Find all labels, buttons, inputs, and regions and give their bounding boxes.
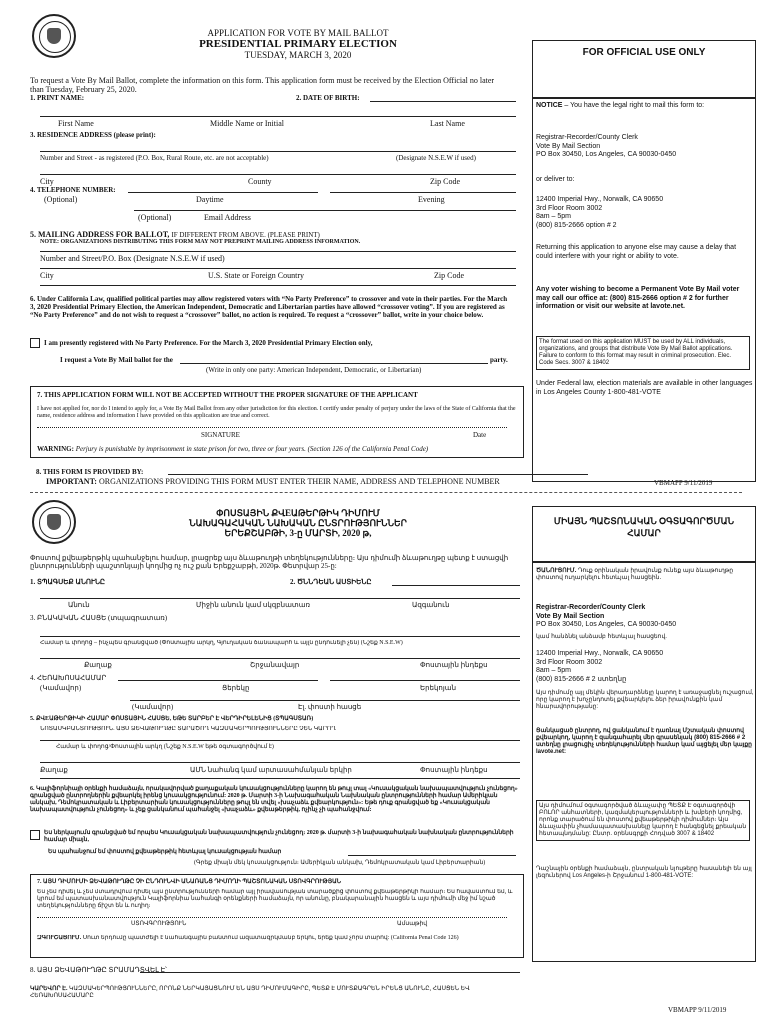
important-text: ORGANIZATIONS PROVIDING THIS FORM MUST ENTER THEIR NAME, ADDRESS AND TELEPHONE NUMBER (98, 477, 500, 486)
provider-field[interactable] (168, 474, 588, 475)
q5-heading (30, 230, 320, 239)
mail-city-field-hy[interactable] (40, 762, 520, 763)
q5-note: NOTE: ORGANIZATIONS DISTRIBUTING THIS FORM MAY NOT PREPRINT MAILING ADDRESS INFORMATION. (40, 239, 361, 245)
optional-label-hy: (Կամավոր) (40, 684, 82, 692)
date-label: Date (473, 431, 487, 439)
q7-title-hy: 7. ԱՅՍ ԴԻՄՈՒՄԻ ՁԵՎԱԹՈՒՂԹԸ ՉԻ ԸՆԴՈՒՆՎԻ ԱՆԱՌԱՆՑ ԴԻՄՈՂԻ ՊԱՇՏՈՆԱԿԱՆ ՍՏՈՎԳՐՈՒԹՅԱՆ (37, 879, 342, 885)
mail-address-block-hy (536, 604, 754, 630)
q7-box (30, 386, 524, 458)
form-header-hy (130, 508, 466, 538)
npp-text: I am presently registered with No Party Preference. For the March 3, 2020 Presidential Primary Election only, (44, 339, 373, 347)
mail-street-label: Number and Street/P.O. Box (Designate N.S.E.W if used) (40, 254, 225, 263)
form-header (150, 28, 446, 60)
deliver-label: or deliver to: (536, 176, 575, 183)
optional-label: (Optional) (44, 195, 78, 204)
email-label: Email Address (204, 213, 251, 222)
deliver-address-block (536, 196, 754, 230)
deliver-line-1: 12400 Imperial Hwy., Norwalk, CA 90650 (536, 196, 664, 203)
npp-checkbox[interactable] (30, 338, 40, 348)
mail-state-label: U.S. State or Foreign Country (208, 271, 304, 280)
address-line-1-hy: Registrar-Recorder/County Clerk (536, 604, 646, 611)
party-hint-hy: (Գրեք միայն մեկ կուսակցություն։ Ամերիկյան անկախ, Դեմոկրատական կամ Լիբերտարիան) (194, 860, 486, 866)
q4-label: 4. TELEPHONE NUMBER: (30, 186, 116, 194)
returning-text-hy: Այս դիմումը այլ մեկին վերադարձնելը կարող է առաջացնել ուշացում, որը կարող է խոչընդոտել քվեարկելու ձեր իրավունքին կամ հնարավորությանը: (536, 690, 754, 710)
deliver-line-4-hy: (800) 815-2666 # 2 ստեղնը (536, 675, 627, 683)
election-name: PRESIDENTIAL PRIMARY ELECTION (199, 38, 397, 50)
date-label-hy: Ամսաթիվ (397, 921, 428, 927)
q8-label: 8. THIS FORM IS PROVIDED BY: (36, 468, 144, 476)
street-label: Number and Street - as registered (P.O. Box, Rural Route, etc. are not acceptable) (40, 154, 269, 162)
address-line-3: PO Box 30450, Los Angeles, CA 90030-0450 (536, 151, 677, 158)
official-use-box (532, 40, 756, 98)
important-note-hy (30, 986, 510, 1000)
warning (37, 445, 428, 453)
q5-label: 5. MAILING ADDRESS FOR BALLOT, (30, 230, 170, 239)
daytime-label-hy: Ցերեկը (222, 684, 250, 692)
q2-label: 2. DATE OF BIRTH: (296, 94, 360, 102)
email-label-hy: Էլ. փոստի հասցե (298, 703, 362, 711)
q8-label-hy: 8. ԱՅՍ ՁԵՎԱԹՈՒՂԹԸ ՏՐԱՄԱԴՏՎԵԼ Է՝ (30, 966, 167, 974)
form-id-hy: VBMAPP 9/11/2019 (668, 1006, 727, 1014)
city-label-hy: Քաղաք (84, 661, 112, 669)
mail-extra-line (40, 285, 516, 286)
mail-state-label-hy: ԱՄՆ նահանգ կամ արտասահմանյան երկիր (190, 766, 352, 774)
warning-hy (37, 935, 519, 955)
deliver-label-hy: կամ հանձնել անձամբ հետևյալ հասցեով. (536, 634, 667, 640)
evening-label: Evening (418, 195, 445, 204)
mail-address-block (536, 134, 754, 160)
q1-label-hy: 1. ՏՊԱԳՍԵՔ ԱՆՈՒՆԸ (30, 578, 106, 586)
address-line-2: Vote By Mail Section (536, 142, 601, 150)
dob-field-hy[interactable] (392, 585, 520, 586)
evening-label-hy: Երեկոյան (420, 684, 457, 692)
address-line-3-hy: PO Box 30450, Los Angeles, CA 90030-0450 (536, 621, 677, 628)
daytime-label: Daytime (196, 195, 224, 204)
mail-street-field-hy[interactable] (40, 740, 520, 741)
party-suffix: party. (490, 356, 508, 364)
zip-label: Zip Code (430, 177, 460, 186)
county-label-hy: Շրջանավայր (250, 661, 300, 669)
optional-email-label: (Optional) (138, 213, 172, 222)
street-field[interactable] (40, 151, 516, 152)
middle-name-label: Middle Name or Initial (210, 119, 284, 128)
official-use-box-hy (532, 506, 756, 562)
form-title: APPLICATION FOR VOTE BY MAIL BALLOT (207, 28, 389, 38)
permanent-text-hy: Ցանկացած ընտրող, ով ցանկանում է դառնալ Մշտական փոստով քվեարկող, կարող է զանգահարել մեր գրասենյակ (800) 815-2666 # 2 ստեղնը լրացուցիչ տեղեկությունների համար կամ այցելել մեր կայքը lavote.net: (536, 728, 752, 755)
warning-text-hy: Սուտ երդումը պատժելի է նահանգային բանտում ազատազրկմանբ երկու, երեք կամ չորս տարով: (California Penal Code 126) (82, 935, 459, 941)
form-id: VBMAPP 9/11/2019 (654, 479, 713, 487)
mail-zip-label-hy: Փոստային ինդեքս (420, 766, 488, 774)
signature-label: SIGNATURE (201, 431, 240, 439)
party-hint: (Write in only one party: American Independent, Democratic, or Libertarian) (206, 366, 422, 374)
county-label: County (248, 177, 272, 186)
deliver-line-2-hy: 3rd Floor Room 3002 (536, 658, 603, 666)
day-phone-field[interactable] (128, 192, 318, 193)
street-label-hy-text: Համար և փողոց – ինչպես գրանցված (Փոստային արկղ, Գյուղական ճանապարհ և այլն ընդունելի չեն) (40, 640, 360, 646)
returning-text: Returning this application to anyone else may cause a delay that could interfere with your right or ability to vote. (536, 244, 737, 260)
mail-zip-label: Zip Code (434, 271, 464, 280)
first-name-label-hy: Անուն (68, 601, 90, 609)
county-seal-icon (32, 14, 76, 58)
city-field-hy[interactable] (40, 658, 520, 659)
important-label-hy: ԿԱՐԵՎՈՐ Է. (30, 986, 68, 992)
deliver-line-2: 3rd Floor Room 3002 (536, 204, 603, 212)
nsew-label-hy: (Նշեք N.S.E.W) (360, 640, 403, 646)
mail-extra-line-hy (40, 778, 520, 779)
format-text: The format used on this application MUST be used by ALL individuals, organizations, and groups that distribute Vote By Mail Ballot applications. Failure to conform to this format may result in criminal prosecution. Elec. Code Secs. 3007 & 18402 (536, 336, 750, 370)
npp-checkbox-hy[interactable] (30, 830, 40, 840)
party-field[interactable] (180, 363, 488, 364)
notice-label-hy: ԾԱՆՈՒՑՈՒՄ. (536, 568, 577, 574)
first-name-label: First Name (58, 119, 94, 128)
q7-text-hy: Ես չեմ դիմել և չեմ մտադրվում դիմել այս ընտրությունների համար այլ իրավասության տարածքից փոստով քվեաթերթիկի համար։ Ես հավաստում եմ, և կրում եմ պատասխանատվություն Կալիֆորնիա նահանգի օրենքների համաձայն, որ անունը, բնակարանային հասցեն և այս դիմումի մեջ իմ նշած տեղեկությունները ճիշտ են և ուղիղ։ (37, 889, 513, 909)
q6-text: 6. Under California Law, qualified political parties may allow registered voters with “No Party Preference” to crossover and vote in their parties. For the March 3, 2020 Presidential Primary Election, the American Independent, Democratic and Libertarian parties have allowed “crossover voting”. If you are registered as “No Party Preference” and do not wish to request a “crossover” ballot, no action is required. To request a “crossover” ballot, write in your choice below. (30, 295, 508, 319)
federal-text: Under Federal law, election materials are available in other languages in Los Angeles County 1-800-481-VOTE (536, 380, 753, 396)
request-text-hy: Ես պահանջում եմ փոստով քվեաթերթիկ հետևյալ կուսակցության համար (48, 849, 282, 855)
notice-label: NOTICE (536, 102, 563, 109)
name-field-hy[interactable] (40, 598, 520, 599)
q7-box-hy (30, 874, 524, 958)
format-text-hy: Այս դիմումում օգտագործված ձևաչափը ՊԵՏՔ Է օգտագործվի ԲՈԼՈՐ անհատների, կազմակերպությունների և խմբերի կողմից, որոնք տարածում են փոստով քվեաթերթիկի դիմումներ։ Այս ձևաչափին չհամապատասխանելը կարող է հանգեցնել քրեական հետապնդմանը: Ընտր. օրենսգրքի Հոդված 3007 & 18402 (536, 800, 750, 841)
election-date-hy: ԵՐԵՔՇԱԲԹԻ, 3-ը ՄԱՐՏԻ, 2020 թ, (224, 528, 372, 538)
address-line-1: Registrar-Recorder/County Clerk (536, 134, 638, 141)
deliver-line-3-hy: 8am – 5pm (536, 667, 572, 674)
signature-field[interactable] (37, 427, 507, 428)
zip-label-hy: Փոստային ինդեքս (420, 661, 488, 669)
name-field[interactable] (40, 116, 516, 117)
middle-name-label-hy: Միջին անուն կամ սկզբնատառ (196, 601, 311, 609)
city-field[interactable] (40, 174, 516, 175)
warning-label: WARNING: (37, 445, 74, 453)
provider-field-hy[interactable] (140, 972, 520, 973)
evening-phone-field-hy[interactable] (330, 680, 520, 681)
q7-text: I have not applied for, nor do I intend to apply for, a Vote By Mail Ballot from any other jurisdiction for this election. I certify under penalty of perjury under the laws of the State of California that the name, residence address and information I have provided on this application are true and correct. (37, 406, 516, 419)
deliver-address-block-hy (536, 650, 754, 684)
q2-label-hy: 2. ԾՆՆԴԵԱՆ ԱՍՏԻԵՆԸ (290, 578, 372, 586)
street-label-hy (40, 640, 520, 647)
last-name-label: Last Name (430, 119, 465, 128)
election-date: TUESDAY, MARCH 3, 2020 (244, 50, 352, 60)
official-use-title-hy: ՄԻԱՅՆ ՊԱՇՏՈՆԱԿԱՆ ՕԳՏԱԳՈՐԾՄԱՆ ՀԱՄԱՐ (553, 516, 735, 538)
dob-field[interactable] (370, 101, 516, 102)
evening-phone-field[interactable] (330, 192, 516, 193)
election-name-hy: ՆԱԽԱԳԱՀԱԿԱՆ ՆԱԽԱԿԱՆ ԸՆՏՐՈՒԹՅՈՒՆՆԵՐ (189, 518, 407, 528)
q3-label-hy: 3. ԲՆԱԿԱԿԱՆ ՀԱՍՑԵ (տպագրատառ) (30, 614, 168, 622)
mail-city-label: City (40, 271, 54, 280)
city-label: City (40, 177, 54, 186)
intro-text: To request a Vote By Mail Ballot, complete the information on this form. This application form must be received by the Election Official no later than Tuesday, February 25, 2020. (30, 76, 495, 94)
notice-body: – You have the legal right to mail this form to: (564, 102, 705, 109)
deliver-line-1-hy: 12400 Imperial Hwy., Norwalk, CA 90650 (536, 650, 664, 657)
nsew-label: (Designate N.S.E.W if used) (396, 154, 476, 162)
notice-text (536, 102, 754, 111)
federal-text-hy: Դաշնային օրենքի համաձայն, ընտրական նյութերը հասանելի են այլ լեզուներով Los Angeles-ի Շրջանում 1-800-481-VOTE: (536, 866, 752, 879)
deliver-line-4: (800) 815-2666 option # 2 (536, 221, 617, 229)
warning-text: Perjury is punishable by imprisonment in state prison for two, three or four years. (Section 126 of the California Penal Code) (75, 445, 429, 453)
email-field-hy[interactable] (130, 700, 520, 701)
q5-sub: IF DIFFERENT FROM ABOVE. (PLEASE PRINT) (171, 231, 320, 239)
last-name-label-hy: Ազգանուն (412, 601, 450, 609)
notice-text-hy (536, 568, 754, 582)
address-line-2-hy: Vote By Mail Section (536, 612, 605, 620)
important-text-hy: ԿԱԶՄԱԿԵՐՊՈՒԹՅՈՒՆՆԵՐԸ, ՈՐՈՆՔ ՆԵՐԿԱՅԱՑՆՈՒՄ ԵՆ ԱՅՍ ԴԻՄՈՒՄԱԳԻՐԸ, ՊԵՏՔ Է ՄՈՒՏՔԱԳՐԵՆ ԻՐԵՆՑ ԱՆՈՒՆԸ, ՀԱՍՑԵՆ ԵՎ ՀԵՌԱԽՈՍԱՀԱՄԱՐԸ (30, 986, 470, 999)
mail-city-field[interactable] (40, 268, 516, 269)
q4-label-hy: 4. ՀԵՌԱԽՈՍԱՀԱՄԱՐ (30, 674, 107, 682)
intro-text-hy: Փոստով քվեաթերթիկ պահանջելու համար, լրացրեք այս ձևաթուղթի տեղեկությունները։ Այս դիմումի ձևաթուղթը պետք է ստացվի ընտրությունների պաշտոնյայի կողմից ոչ ուշ քան Երեքշաբթի, 2020թ. Փետրվար 25-ը: (30, 554, 509, 570)
mail-street-label-hy: Համար և փողոց/Փոստային արկղ (Նշեք N.S.E.W եթե օգտագործվում է) (56, 744, 274, 750)
warning-label-hy: ԶԳՈՒՇԱՑՈՒՄ. (37, 935, 82, 941)
q1-label: 1. PRINT NAME: (30, 94, 85, 102)
signature-field-hy[interactable] (37, 917, 507, 918)
q6-text-hy: 6. Կալիֆորնիայի օրենքի համաձայն, որակավորված քաղաքական կուսակցությունները կարող են թույլ տալ «Կուսակցական նախապատվություն չունեցող» գրանցված ընտրողներին քվեարկել իրենց կուսակցությունում: 2020 թ. Մարտի 3-ի Նախագահական Նախնական ընտրությունների համար Ամերիկյան անկախ, Դեմոկրատական և Լիբերտարիան կուսակցությունները թույլ են տվել «խաչաձև քվեարկություն»: Եթե դուք գրանցված եք «Կուսակցական նախապատվություն չունեցող» և չեք ցանկանում պահանջել «խաչաձև» քվեաթերթիկ, ոչինչ չի պահանջվում: (30, 786, 518, 813)
form-title-hy: ՓՈՍՏԱՅԻՆ ՔՎΕԱԹԵՐԹԻԿ ԴԻՄՈՒՄ (216, 508, 380, 518)
official-use-title: FOR OFFICIAL USE ONLY (582, 47, 706, 58)
npp-text-hy: Ես ներկայումս գրանցված եմ որպես Կուսակցական նախապատվություն չունեցող։ 2020 թ. մարտի 3-ի նախագահական նախնական ընտրությունների համար միայն, (44, 830, 514, 843)
q7-title: 7. THIS APPLICATION FORM WILL NOT BE ACCEPTED WITHOUT THE PROPER SIGNATURE OF THE APPLICANT (37, 391, 418, 399)
mail-street-field[interactable] (40, 251, 516, 252)
important-label: IMPORTANT: (46, 477, 97, 486)
signature-label-hy: ՍՏՈՎԳՐՈՒԹՅՈՒՆ (131, 921, 187, 927)
q5-label-hy: 5. ՔՎΕԱԹԵՐԹԻԿԻ ՀԱՄԱՐ ՓՈՍՏԱՅԻՆ ՀԱՍՑԵ, ԵԹԵ ՏԱՐԲԵՐ Է ՎԵՐԴԻՐԵԼԵՆԻՑ (ՏՊԱԳՍՏԱՌ) (30, 716, 314, 722)
party-field-hy[interactable] (348, 855, 516, 856)
email-field[interactable] (134, 210, 516, 211)
street-field-hy[interactable] (40, 636, 520, 637)
optional-email-label-hy: (Կամավոր) (132, 703, 174, 711)
permanent-text: Any voter wishing to become a Permanent Vote By Mail voter may call our office at: (800) 815-2666 option # 2 for further information or visit our website at lavote.net. (536, 286, 740, 310)
important-note (46, 477, 500, 486)
notice-body-hy: Դուք օրինական իրավունք ունեք այս ձևաթուղթը փոստով ուղարկելու հետևյալ հասցեին. (536, 568, 734, 581)
page-divider (30, 492, 742, 493)
day-phone-field-hy[interactable] (118, 680, 318, 681)
q5-note-hy: ՆՈՏԱՍԿԲԱՆՏՈՒԹՅՈՒՆ. ԱՅՍ ՁԵՎԱԹՈՒՂԹԸ ՏԱՐԱԾՈՂ ԿԱԶՄԱԿԵՐՊՈՒԹՅՈՒՆՆԵՐԸ ՉԵՆ ԿԱՐՈՂ (40, 726, 336, 732)
request-text: I request a Vote By Mail ballot for the (60, 356, 173, 364)
q3-label: 3. RESIDENCE ADDRESS (please print): (30, 131, 156, 139)
county-seal-icon-hy (32, 500, 76, 544)
mail-city-label-hy: Քաղաք (40, 766, 68, 774)
deliver-line-3: 8am – 5pm (536, 213, 572, 220)
